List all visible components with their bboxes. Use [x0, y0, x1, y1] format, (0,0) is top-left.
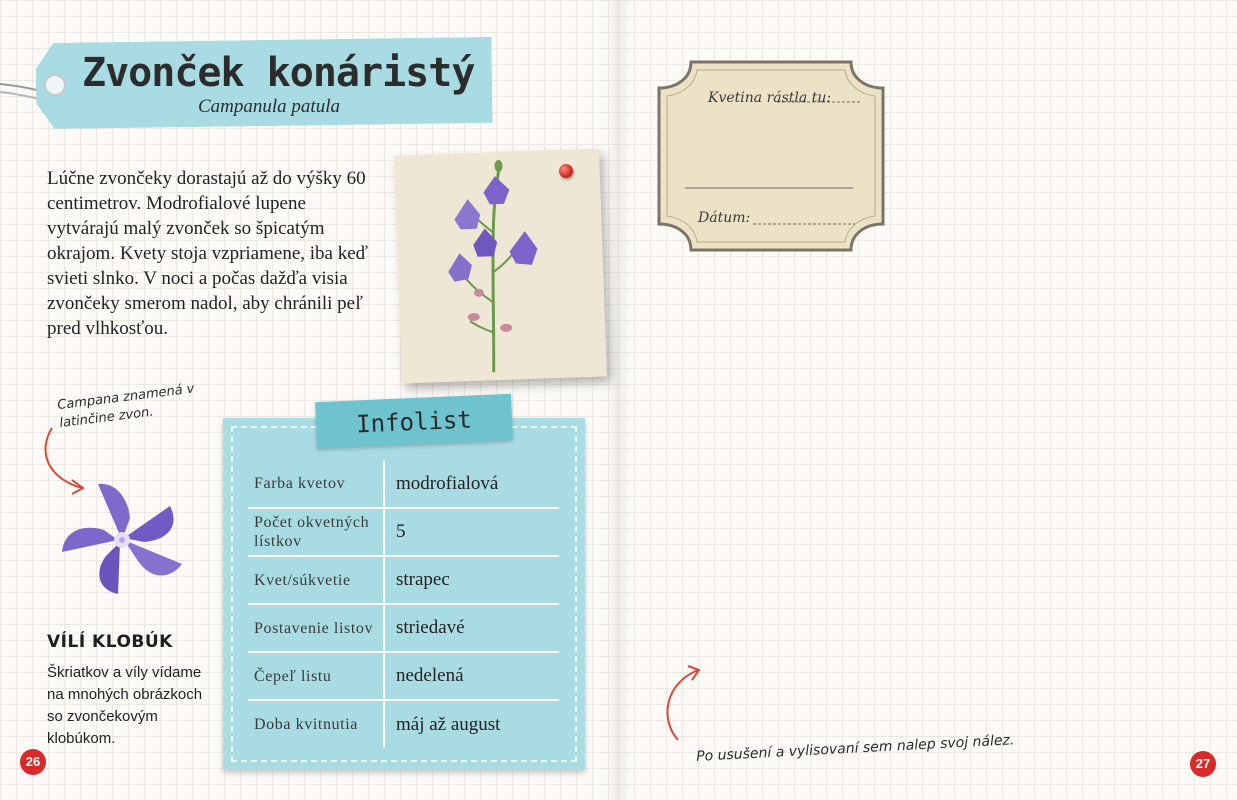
page-title: Zvonček konáristý	[82, 50, 475, 96]
paste-note: Po usušení a vylisovaní sem nalep svoj nález.	[695, 732, 1015, 765]
table-row	[248, 556, 559, 604]
curved-arrow-icon	[660, 660, 720, 750]
book-spine	[606, 0, 630, 800]
row-key: Doba kvitnutia	[248, 700, 384, 748]
row-key: Kvet/súkvetie	[248, 556, 384, 604]
push-pin-icon	[559, 164, 573, 178]
row-value: 5	[384, 508, 559, 556]
row-key: Postavenie listov	[248, 604, 384, 652]
table-row	[248, 700, 559, 748]
page-number-right: 27	[1190, 751, 1216, 777]
row-value: striedavé	[384, 604, 559, 652]
table-row	[248, 508, 559, 556]
table-row	[248, 604, 559, 652]
row-value: modrofialová	[396, 472, 499, 494]
vili-text: Škriatkov a víly vídame na mnohých obrázkoch so zvončekovým klobúkom.	[47, 664, 203, 747]
row-value: strapec	[384, 556, 559, 604]
row-value: máj až august	[384, 700, 559, 748]
vili-heading: VÍLÍ KLOBÚK	[47, 632, 173, 652]
row-key: Čepeľ listu	[248, 652, 384, 700]
row-key: Farba kvetov	[248, 460, 384, 508]
plant-photo	[394, 148, 607, 383]
table-row	[248, 652, 559, 700]
intro-paragraph: Lúčne zvončeky dorastajú až do výšky 60 centimetrov. Modrofialové lupene vytvárajú malý zvonček so špicatým okrajom. Kvety stoja vzpriamene, iba keď svieti slnko. V noci a počas dažďa visia zvončeky smerom nadol, aby chránili peľ pred vlhkosťou.	[47, 168, 368, 339]
bellflower-illustration-icon	[394, 148, 607, 383]
page-number-left: 26	[20, 749, 46, 775]
tag-hole	[44, 74, 66, 96]
row-key: Počet okvetných lístkov	[248, 508, 384, 556]
vintage-label	[655, 58, 887, 254]
row-value: nedelená	[384, 652, 559, 700]
infolist-title: Infolist	[355, 405, 473, 439]
latin-note: Campana znamená v latinčine zvon.	[56, 381, 196, 432]
bellflower-icon	[58, 478, 188, 596]
label-date: Dátum:	[698, 210, 751, 226]
infolist-table	[248, 460, 559, 748]
latin-name: Campanula patula	[198, 96, 340, 117]
label-found-at: Kvetina rástla tu:	[708, 90, 832, 106]
table-row	[248, 460, 559, 508]
